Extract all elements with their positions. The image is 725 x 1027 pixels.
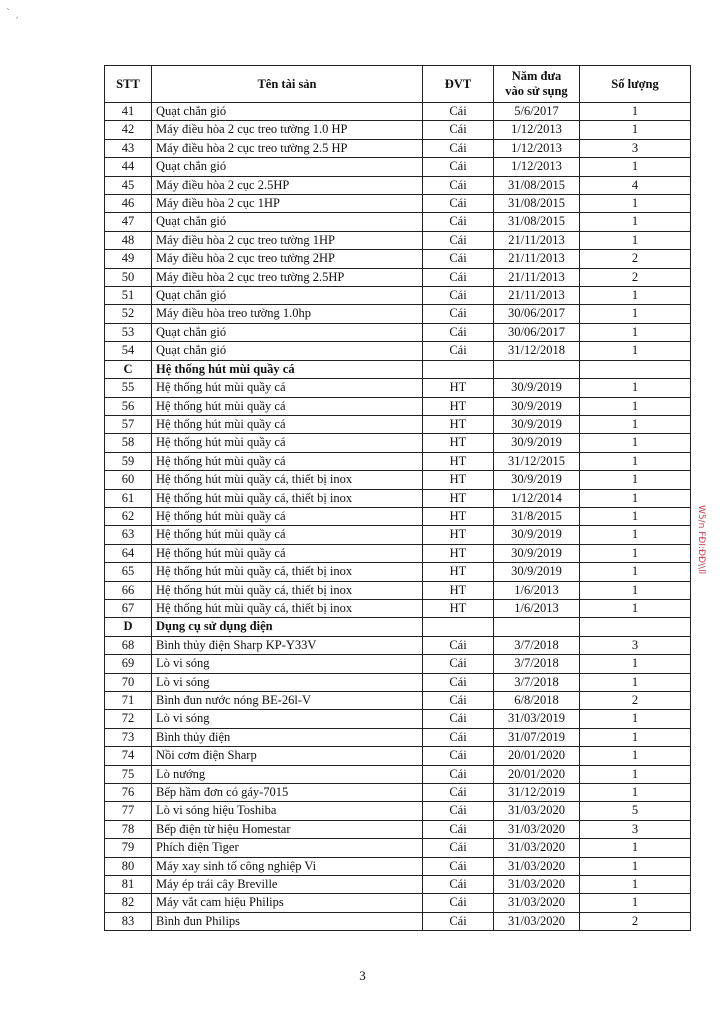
cell-year: 31/03/2020: [494, 857, 580, 875]
cell-year: 31/03/2020: [494, 876, 580, 894]
cell-qty: 1: [580, 415, 691, 433]
cell-name: Máy điều hòa 2 cục treo tường 1.0 HP: [152, 121, 423, 139]
cell-dvt: Cái: [423, 784, 494, 802]
cell-dvt: Cái: [423, 323, 494, 341]
cell-name: Máy điều hòa treo tường 1.0hp: [152, 305, 423, 323]
cell-stt: 53: [105, 323, 152, 341]
cell-name: Lò vi sóng: [152, 655, 423, 673]
cell-year: 31/03/2020: [494, 894, 580, 912]
cell-stt: 49: [105, 250, 152, 268]
table-row: [105, 692, 691, 710]
cell-year: 1/12/2013: [494, 139, 580, 157]
cell-qty: 1: [580, 379, 691, 397]
table-row: [105, 673, 691, 691]
cell-year: 5/6/2017: [494, 103, 580, 121]
table-row: [105, 434, 691, 452]
cell-name: Hệ thống hút mùi quầy cá, thiết bị inox: [152, 563, 423, 581]
table-row: [105, 876, 691, 894]
cell-dvt: HT: [423, 452, 494, 470]
cell-qty: 3: [580, 820, 691, 838]
table-row: [105, 452, 691, 470]
cell-stt: 75: [105, 765, 152, 783]
cell-stt: 44: [105, 158, 152, 176]
table-row: [105, 728, 691, 746]
cell-name: Máy xay sinh tố công nghiệp Vi: [152, 857, 423, 875]
cell-name: Hệ thống hút mùi quầy cá: [152, 452, 423, 470]
cell-qty: 1: [580, 452, 691, 470]
scan-marks: ˋ ˏ: [6, 8, 20, 19]
cell-dvt: Cái: [423, 820, 494, 838]
cell-year: [494, 618, 580, 636]
cell-dvt: Cái: [423, 894, 494, 912]
cell-stt: 82: [105, 894, 152, 912]
table-row: [105, 139, 691, 157]
cell-dvt: Cái: [423, 802, 494, 820]
cell-year: 3/7/2018: [494, 673, 580, 691]
cell-qty: 1: [580, 397, 691, 415]
table-row: [105, 784, 691, 802]
cell-qty: 1: [580, 839, 691, 857]
cell-name: Quạt chắn gió: [152, 158, 423, 176]
table-header-row: [105, 66, 691, 103]
cell-name: Hệ thống hút mùi quầy cá, thiết bị inox: [152, 489, 423, 507]
cell-year: 31/03/2020: [494, 912, 580, 930]
cell-year: 1/6/2013: [494, 581, 580, 599]
cell-stt: C: [105, 360, 152, 378]
cell-dvt: HT: [423, 489, 494, 507]
cell-name: Bếp điện từ hiệu Homestar: [152, 820, 423, 838]
cell-stt: 58: [105, 434, 152, 452]
cell-dvt: [423, 360, 494, 378]
cell-stt: 70: [105, 673, 152, 691]
table-row: [105, 489, 691, 507]
cell-dvt: HT: [423, 563, 494, 581]
cell-qty: 3: [580, 636, 691, 654]
cell-year: 30/9/2019: [494, 415, 580, 433]
header-stt: STT: [105, 66, 152, 103]
cell-dvt: HT: [423, 471, 494, 489]
table-row: [105, 710, 691, 728]
cell-name: Máy điều hòa 2 cục treo tường 1HP: [152, 231, 423, 249]
cell-qty: 1: [580, 599, 691, 617]
cell-qty: 1: [580, 342, 691, 360]
cell-year: 30/9/2019: [494, 563, 580, 581]
asset-table: [104, 65, 691, 931]
cell-qty: 5: [580, 802, 691, 820]
cell-qty: [580, 360, 691, 378]
cell-dvt: Cái: [423, 139, 494, 157]
cell-qty: 1: [580, 526, 691, 544]
cell-qty: 2: [580, 912, 691, 930]
cell-year: 31/12/2015: [494, 452, 580, 470]
table-row: [105, 287, 691, 305]
cell-year: 31/08/2015: [494, 213, 580, 231]
cell-year: 1/12/2014: [494, 489, 580, 507]
cell-year: 1/12/2013: [494, 121, 580, 139]
cell-stt: 63: [105, 526, 152, 544]
cell-year: 31/12/2018: [494, 342, 580, 360]
header-name: Tên tài sản: [152, 66, 423, 103]
cell-name: Quạt chắn gió: [152, 213, 423, 231]
cell-stt: 42: [105, 121, 152, 139]
table-row: [105, 379, 691, 397]
cell-qty: 1: [580, 121, 691, 139]
cell-qty: 3: [580, 139, 691, 157]
cell-stt: 67: [105, 599, 152, 617]
table-row: [105, 176, 691, 194]
page-number: 3: [359, 968, 366, 983]
cell-stt: 56: [105, 397, 152, 415]
cell-stt: 74: [105, 747, 152, 765]
cell-qty: 1: [580, 655, 691, 673]
cell-qty: 1: [580, 544, 691, 562]
cell-name: Hệ thống hút mùi quầy cá: [152, 526, 423, 544]
cell-name: Hệ thống hút mùi quầy cá: [152, 397, 423, 415]
cell-dvt: Cái: [423, 268, 494, 286]
cell-stt: 68: [105, 636, 152, 654]
cell-year: 31/8/2015: [494, 507, 580, 525]
cell-dvt: Cái: [423, 103, 494, 121]
cell-dvt: Cái: [423, 250, 494, 268]
table-row: [105, 581, 691, 599]
cell-name: Quạt chắn gió: [152, 342, 423, 360]
table-row: [105, 544, 691, 562]
cell-dvt: HT: [423, 415, 494, 433]
table-row: [105, 802, 691, 820]
cell-dvt: Cái: [423, 342, 494, 360]
cell-year: 20/01/2020: [494, 765, 580, 783]
cell-year: 31/03/2020: [494, 802, 580, 820]
table-row: [105, 839, 691, 857]
cell-stt: 54: [105, 342, 152, 360]
cell-dvt: HT: [423, 544, 494, 562]
cell-stt: 45: [105, 176, 152, 194]
cell-year: 31/07/2019: [494, 728, 580, 746]
table-row: [105, 397, 691, 415]
cell-qty: 1: [580, 784, 691, 802]
cell-qty: 1: [580, 581, 691, 599]
cell-stt: 73: [105, 728, 152, 746]
table-row: [105, 305, 691, 323]
cell-name: Hệ thống hút mùi quầy cá: [152, 507, 423, 525]
header-year-line2: vào sử sụng: [505, 84, 568, 98]
cell-dvt: Cái: [423, 747, 494, 765]
cell-stt: 62: [105, 507, 152, 525]
cell-stt: 66: [105, 581, 152, 599]
cell-dvt: Cái: [423, 839, 494, 857]
cell-qty: 1: [580, 323, 691, 341]
cell-name: Hệ thống hút mùi quầy cá: [152, 360, 423, 378]
cell-stt: 52: [105, 305, 152, 323]
cell-year: 31/03/2020: [494, 820, 580, 838]
cell-year: 31/12/2019: [494, 784, 580, 802]
cell-dvt: Cái: [423, 287, 494, 305]
cell-qty: 1: [580, 231, 691, 249]
cell-name: Lò nướng: [152, 765, 423, 783]
cell-stt: 47: [105, 213, 152, 231]
cell-dvt: Cái: [423, 636, 494, 654]
cell-stt: 71: [105, 692, 152, 710]
cell-qty: 1: [580, 489, 691, 507]
cell-name: Máy điều hòa 2 cục treo tường 2.5HP: [152, 268, 423, 286]
table-row: [105, 563, 691, 581]
cell-qty: 1: [580, 287, 691, 305]
cell-stt: 77: [105, 802, 152, 820]
cell-qty: 1: [580, 765, 691, 783]
table-row: [105, 894, 691, 912]
cell-qty: 1: [580, 305, 691, 323]
table-row: [105, 912, 691, 930]
cell-stt: 78: [105, 820, 152, 838]
cell-name: Hệ thống hút mùi quầy cá, thiết bị inox: [152, 581, 423, 599]
cell-stt: 72: [105, 710, 152, 728]
cell-name: Máy vắt cam hiệu Philips: [152, 894, 423, 912]
cell-qty: 1: [580, 507, 691, 525]
table-row: [105, 747, 691, 765]
table-row: [105, 195, 691, 213]
cell-dvt: HT: [423, 507, 494, 525]
cell-dvt: HT: [423, 379, 494, 397]
cell-stt: 57: [105, 415, 152, 433]
cell-dvt: Cái: [423, 673, 494, 691]
table-row: [105, 655, 691, 673]
cell-year: 30/9/2019: [494, 397, 580, 415]
cell-name: Máy điều hòa 2 cục 2.5HP: [152, 176, 423, 194]
cell-dvt: Cái: [423, 876, 494, 894]
cell-stt: 64: [105, 544, 152, 562]
cell-stt: 50: [105, 268, 152, 286]
table-row: [105, 250, 691, 268]
cell-name: Nồi cơm điện Sharp: [152, 747, 423, 765]
cell-qty: 1: [580, 158, 691, 176]
cell-name: Bình đun nước nóng BE-26l-V: [152, 692, 423, 710]
cell-name: Bình thủy điện: [152, 728, 423, 746]
cell-name: Hệ thống hút mùi quầy cá: [152, 379, 423, 397]
cell-dvt: Cái: [423, 158, 494, 176]
cell-qty: 2: [580, 692, 691, 710]
table-row: [105, 103, 691, 121]
side-stamp: W5/n FĐI:ĐĐ\\ll: [696, 505, 706, 575]
table-row: [105, 599, 691, 617]
cell-name: Lò vi sóng: [152, 710, 423, 728]
cell-dvt: Cái: [423, 912, 494, 930]
cell-dvt: [423, 618, 494, 636]
cell-stt: 51: [105, 287, 152, 305]
cell-year: 30/9/2019: [494, 379, 580, 397]
cell-qty: 2: [580, 250, 691, 268]
cell-dvt: Cái: [423, 195, 494, 213]
cell-stt: 60: [105, 471, 152, 489]
table-row: [105, 158, 691, 176]
table-row: [105, 231, 691, 249]
cell-name: Bình thủy điện Sharp KP-Y33V: [152, 636, 423, 654]
cell-name: Bình đun Philips: [152, 912, 423, 930]
cell-year: 30/9/2019: [494, 544, 580, 562]
cell-name: Hệ thống hút mùi quầy cá: [152, 415, 423, 433]
cell-dvt: HT: [423, 599, 494, 617]
header-year: [494, 66, 580, 103]
cell-year: 30/9/2019: [494, 434, 580, 452]
cell-dvt: HT: [423, 581, 494, 599]
cell-year: 1/6/2013: [494, 599, 580, 617]
cell-dvt: HT: [423, 526, 494, 544]
cell-qty: 1: [580, 710, 691, 728]
cell-stt: 41: [105, 103, 152, 121]
cell-dvt: Cái: [423, 121, 494, 139]
section-row: [105, 360, 691, 378]
cell-name: Phích điện Tiger: [152, 839, 423, 857]
cell-dvt: Cái: [423, 728, 494, 746]
table-row: [105, 323, 691, 341]
cell-dvt: Cái: [423, 692, 494, 710]
cell-dvt: Cái: [423, 213, 494, 231]
cell-stt: 48: [105, 231, 152, 249]
cell-year: 1/12/2013: [494, 158, 580, 176]
cell-name: Hệ thống hút mùi quầy cá: [152, 544, 423, 562]
section-row: [105, 618, 691, 636]
cell-stt: 83: [105, 912, 152, 930]
cell-year: 31/03/2020: [494, 839, 580, 857]
cell-year: 21/11/2013: [494, 287, 580, 305]
cell-stt: 81: [105, 876, 152, 894]
cell-qty: 1: [580, 471, 691, 489]
cell-dvt: Cái: [423, 655, 494, 673]
cell-name: Bếp hầm đơn có gáy-7015: [152, 784, 423, 802]
table-row: [105, 471, 691, 489]
cell-year: 31/08/2015: [494, 195, 580, 213]
cell-qty: 1: [580, 894, 691, 912]
cell-year: 30/06/2017: [494, 323, 580, 341]
table-row: [105, 526, 691, 544]
cell-name: Máy điều hòa 2 cục 1HP: [152, 195, 423, 213]
cell-year: 3/7/2018: [494, 655, 580, 673]
cell-year: 31/08/2015: [494, 176, 580, 194]
cell-year: 31/03/2019: [494, 710, 580, 728]
cell-qty: [580, 618, 691, 636]
header-year-line1: Năm đưa: [511, 69, 562, 83]
cell-year: 20/01/2020: [494, 747, 580, 765]
cell-qty: 1: [580, 876, 691, 894]
table-row: [105, 415, 691, 433]
cell-stt: D: [105, 618, 152, 636]
cell-name: Máy điều hòa 2 cục treo tường 2HP: [152, 250, 423, 268]
cell-name: Hệ thống hút mùi quầy cá, thiết bị inox: [152, 599, 423, 617]
cell-name: Hệ thống hút mùi quầy cá: [152, 434, 423, 452]
table-row: [105, 342, 691, 360]
cell-qty: 1: [580, 103, 691, 121]
cell-name: Quạt chắn gió: [152, 103, 423, 121]
cell-stt: 46: [105, 195, 152, 213]
cell-dvt: HT: [423, 397, 494, 415]
cell-name: Dụng cụ sử dụng điện: [152, 618, 423, 636]
cell-qty: 1: [580, 857, 691, 875]
cell-name: Lò vi sóng hiệu Toshiba: [152, 802, 423, 820]
cell-qty: 1: [580, 728, 691, 746]
cell-year: 21/11/2013: [494, 268, 580, 286]
cell-name: Quạt chắn gió: [152, 323, 423, 341]
cell-stt: 59: [105, 452, 152, 470]
cell-dvt: Cái: [423, 765, 494, 783]
cell-year: 6/8/2018: [494, 692, 580, 710]
table-row: [105, 857, 691, 875]
cell-stt: 76: [105, 784, 152, 802]
cell-qty: 1: [580, 563, 691, 581]
cell-name: Lò vi sóng: [152, 673, 423, 691]
cell-stt: 69: [105, 655, 152, 673]
cell-year: 30/9/2019: [494, 471, 580, 489]
cell-year: 30/9/2019: [494, 526, 580, 544]
cell-name: Hệ thống hút mùi quầy cá, thiết bị inox: [152, 471, 423, 489]
cell-dvt: Cái: [423, 176, 494, 194]
cell-name: Máy ép trái cây Breville: [152, 876, 423, 894]
cell-stt: 61: [105, 489, 152, 507]
cell-dvt: Cái: [423, 231, 494, 249]
table-row: [105, 765, 691, 783]
cell-dvt: HT: [423, 434, 494, 452]
table-row: [105, 213, 691, 231]
table-body: [105, 103, 691, 931]
cell-year: 21/11/2013: [494, 250, 580, 268]
cell-dvt: Cái: [423, 857, 494, 875]
cell-stt: 65: [105, 563, 152, 581]
cell-qty: 1: [580, 434, 691, 452]
table-row: [105, 121, 691, 139]
table-row: [105, 636, 691, 654]
cell-stt: 79: [105, 839, 152, 857]
header-dvt: ĐVT: [423, 66, 494, 103]
cell-qty: 4: [580, 176, 691, 194]
cell-qty: 1: [580, 195, 691, 213]
cell-year: 21/11/2013: [494, 231, 580, 249]
cell-name: Quạt chắn gió: [152, 287, 423, 305]
table-row: [105, 268, 691, 286]
cell-name: Máy điều hòa 2 cục treo tường 2.5 HP: [152, 139, 423, 157]
table-row: [105, 507, 691, 525]
cell-dvt: Cái: [423, 305, 494, 323]
cell-qty: 2: [580, 268, 691, 286]
cell-qty: 1: [580, 213, 691, 231]
cell-stt: 80: [105, 857, 152, 875]
cell-dvt: Cái: [423, 710, 494, 728]
cell-qty: 1: [580, 673, 691, 691]
cell-stt: 43: [105, 139, 152, 157]
cell-stt: 55: [105, 379, 152, 397]
header-qty: Số lượng: [580, 66, 691, 103]
table-row: [105, 820, 691, 838]
cell-year: 3/7/2018: [494, 636, 580, 654]
cell-year: 30/06/2017: [494, 305, 580, 323]
cell-year: [494, 360, 580, 378]
cell-qty: 1: [580, 747, 691, 765]
